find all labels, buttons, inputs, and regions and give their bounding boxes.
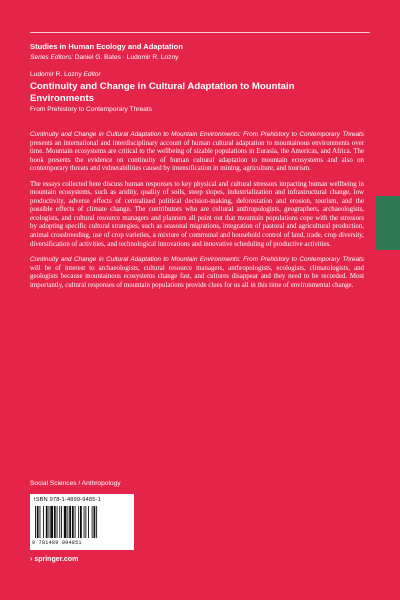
series-editors (30, 54, 178, 61)
editor-role: Editor (83, 71, 101, 78)
book-title: Continuity and Change in Cultural Adaptation to Mountain Environments (30, 81, 295, 104)
website-text: springer.com (34, 556, 79, 563)
series-editors-label: Series Editors: (30, 54, 73, 61)
subject-category: Social Sciences / Anthropology (30, 480, 121, 487)
editor-name: Ludomir R. Lozny (30, 71, 82, 78)
series-editors-names: Daniel G. Bates · Ludomir R. Lozny (74, 54, 179, 61)
spine-color-tab (376, 196, 400, 250)
blurb-paragraph-3 (30, 256, 364, 290)
blurb-p3-text: will be of interest to archaeologists, cultural resource managers, anthropologists, ecologists, climatologists, and geologists because mountainous ecosystems change fast, and cultures disappear and they need to be recorded. Most importantly, cultural responses of mountain populations provide clues for us all in this time of environmental change. (30, 264, 364, 289)
blurb (30, 131, 364, 297)
barcode-digits: 9 781489 994851 (32, 540, 82, 546)
blurb-p3-italic: Continuity and Change in Cultural Adaptation to Mountain Environments: From Prehistory to Contemporary Threats (30, 256, 364, 264)
blurb-p1-italic: Continuity and Change in Cultural Adaptation to Mountain Environments: From Prehistory to Contemporary Threats (30, 131, 364, 138)
isbn-number: ISBN 978-1-4899-9485-1 (34, 497, 101, 503)
barcode-icon (34, 506, 130, 538)
blurb-paragraph-2: The essays collected here discuss human responses to key physical and cultural stressors impacting human wellbeing in mountain ecosystems, such as aridity, quality of soils, steep slopes, industrialization and infrastructural change, low productivity, adverse effects of centralized political decision-making, deforestation and erosion, tourism, and the possible effects of climate change. The contributors who are cultural anthropologists, geographers, archaeologists, ecologists, and cultural resource managers and planners all point out that mountain populations cope with the stressors by adopting specific cultural strategies, such as seasonal migrations, integration of pastoral and agricultural production, animal crossbreeding, use of crop varieties, a mixture of communal and household control of land, trade, crop diversity, diversification of activities, and technological innovations and innovative scheduling of productive activities. (30, 180, 364, 248)
top-divider (30, 32, 370, 33)
editor-line (30, 71, 101, 78)
book-subtitle: From Prehistory to Contemporary Threats (30, 106, 152, 113)
isbn-barcode (30, 494, 134, 550)
chevron-right-icon: › (30, 556, 33, 563)
blurb-paragraph-1 (30, 131, 364, 174)
publisher-website[interactable] (30, 556, 78, 563)
blurb-p1-text: presents an international and interdisciplinary account of human cultural adaptation to mountainous environments over time. Mountain ecosystems are critical to the wellbeing of sizable populations in Eurasia, the Americas, and Africa. The book presents the evidence on continuity of human cultural adaptation to mountain ecosystems and also on contemporary threats and vulnerabilities caused by intensification in mining, agriculture, and tourism. (30, 139, 364, 173)
series-title: Studies in Human Ecology and Adaptation (30, 42, 183, 51)
